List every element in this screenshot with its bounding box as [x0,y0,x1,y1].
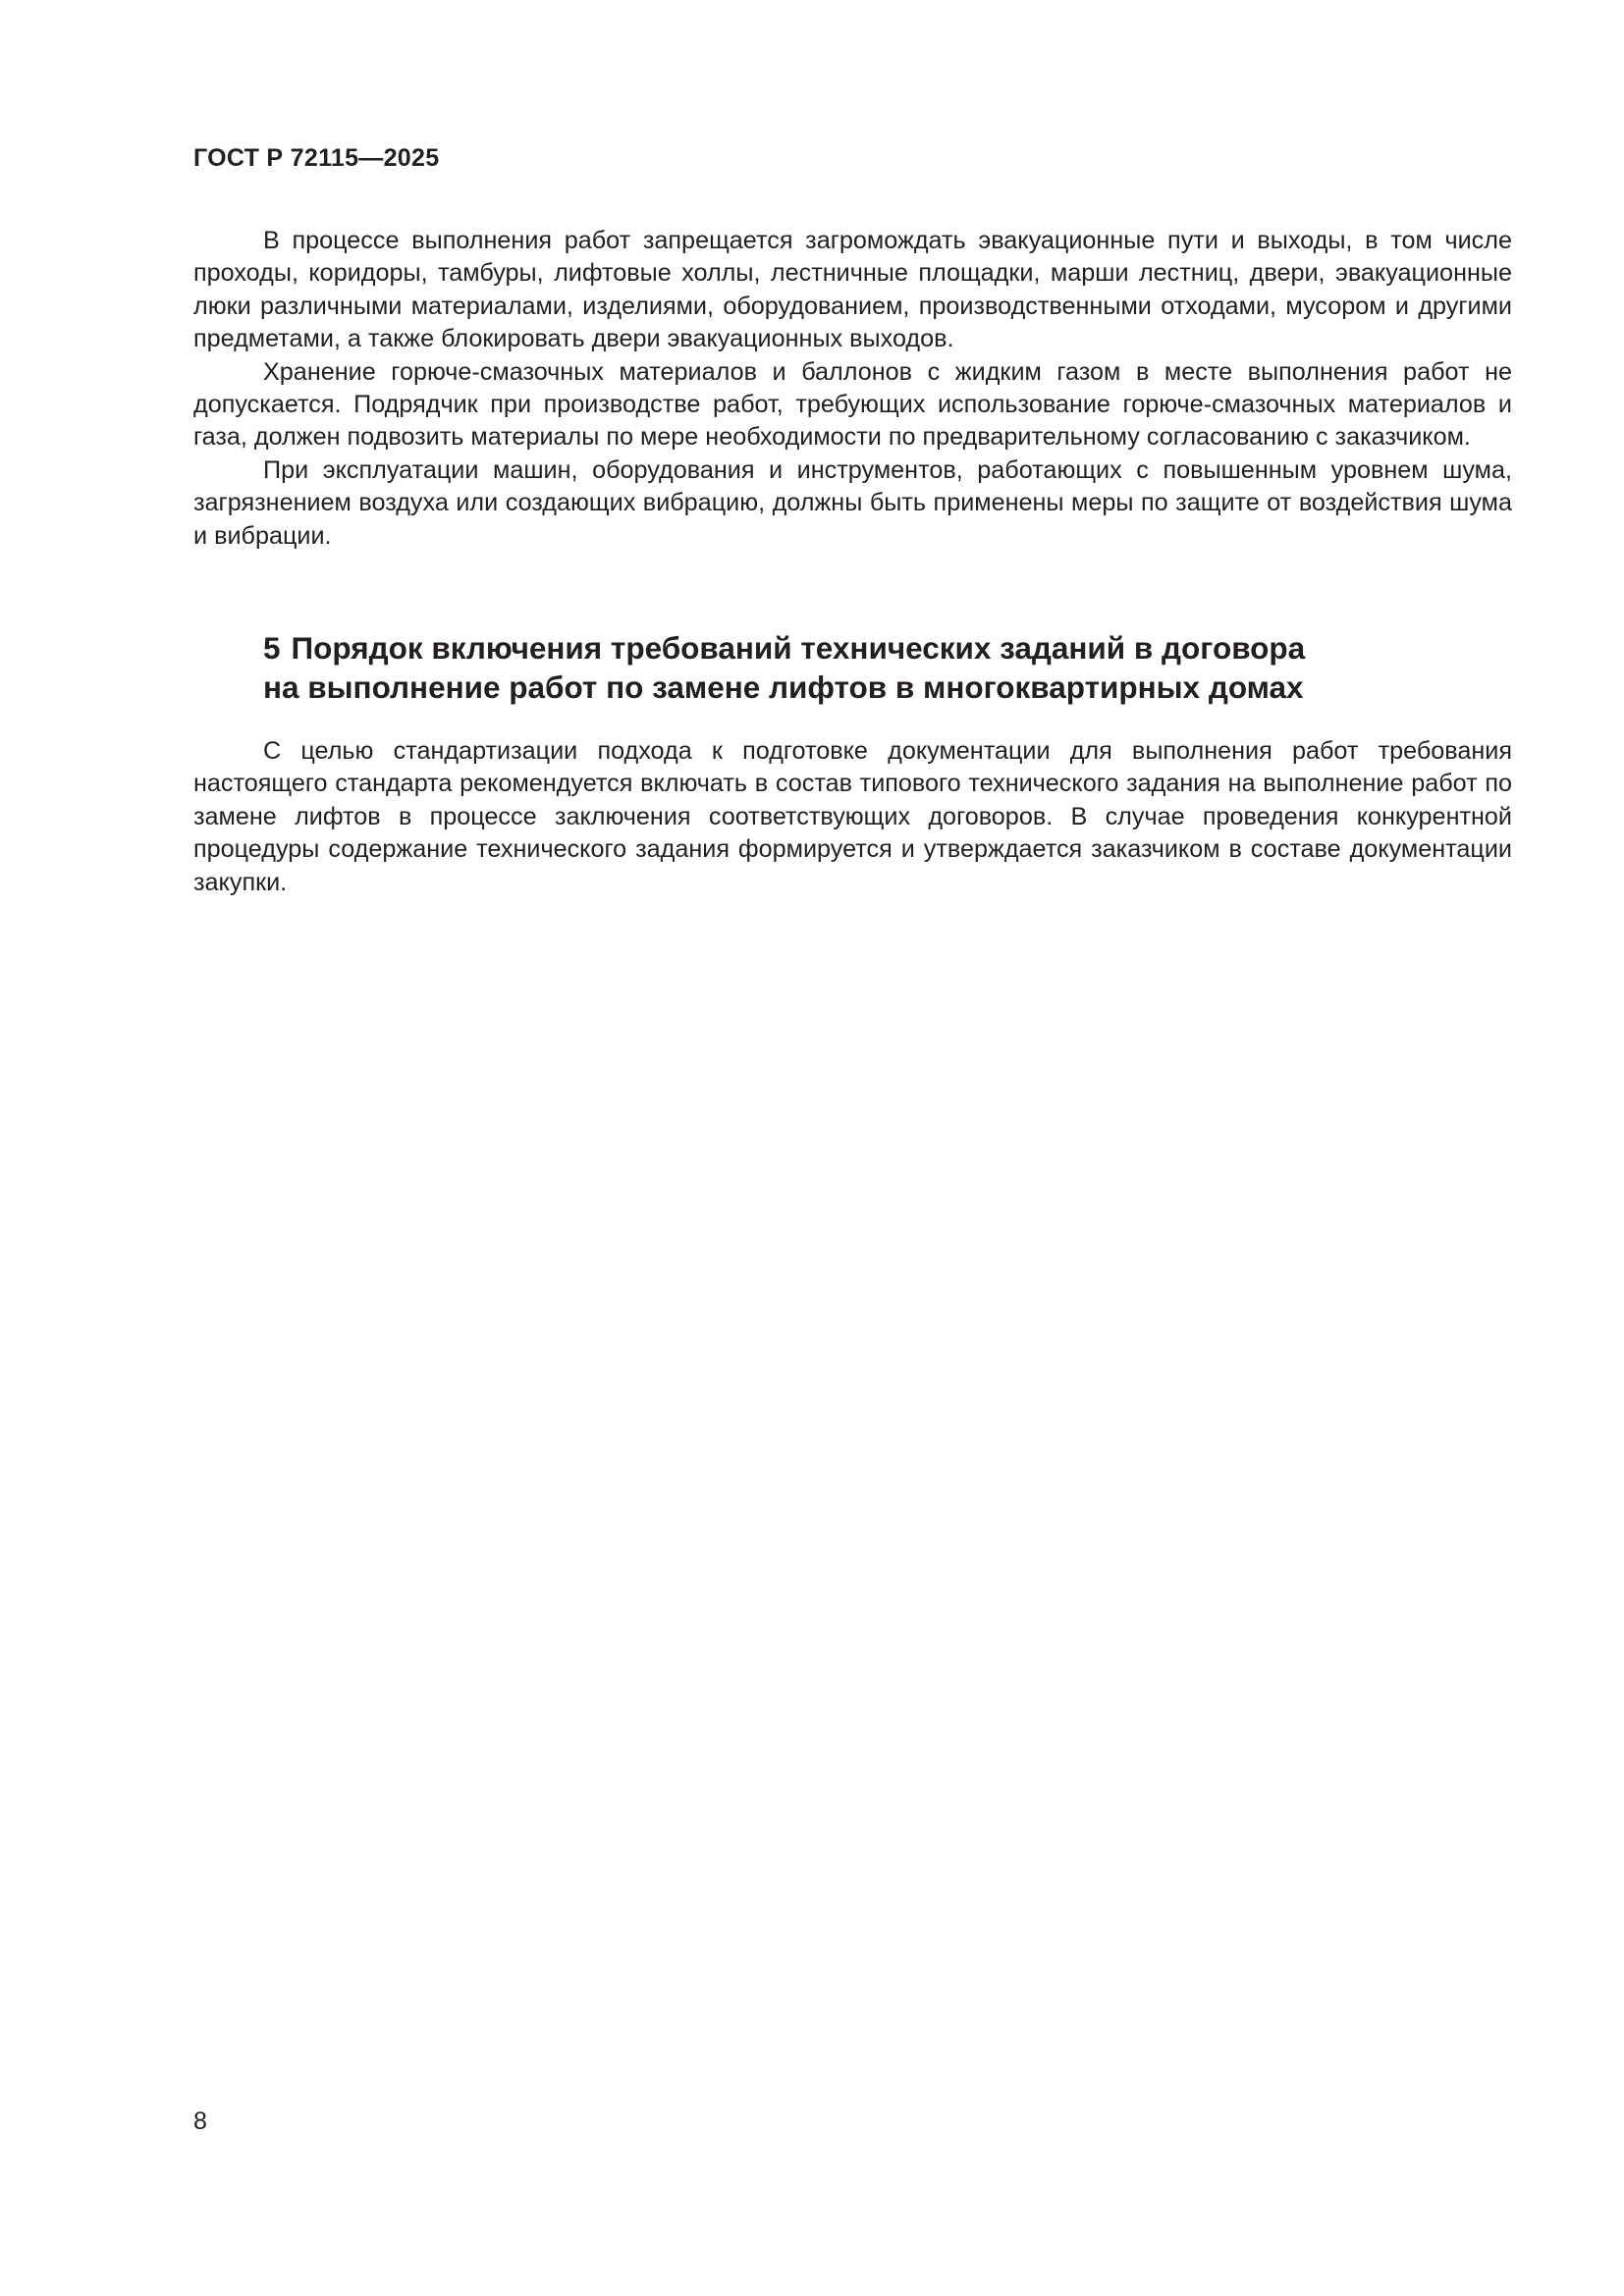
requirements-text [193,225,1512,553]
paragraph-standardization: С целью стандартизации подхода к подготовке документации для выполнения работ требования настоящего стандарта рекомендуется включать в состав типового технического задания на выполнение работ по замене лифтов в процессе заключения соответствующих договоров. В случае проведения конкурентной процедуры содержание технического задания формируется и утверждается заказчиком в составе документации закупки. [193,737,1512,896]
paragraph-evacuation-routes: В процессе выполнения работ запрещается загромождать эвакуационные пути и выходы, в том числе проходы, коридоры, тамбуры, лифтовые холлы, лестничные площадки, марши лестниц, двери, эвакуационные люки различными материалами, изделиями, оборудованием, производственными отходами, мусором и другими предметами, а также блокировать двери эвакуационных выходов. [193,227,1512,353]
section-title-line-2: на выполнение работ по замене лифтов в многоквартирных домах [263,669,1304,705]
page-number: 8 [193,2108,207,2135]
section-5-text [193,735,1512,899]
standard-designation: ГОСТ Р 72115—2025 [193,144,440,172]
section-heading [263,628,1500,707]
section-heading-line-1 [263,628,1500,667]
paragraph-fuel-storage: Хранение горюче-смазочных материалов и баллонов с жидким газом в месте выполнения работ не допускается. Подрядчик при производстве работ, требующих использование горюче-смазочных материалов и газа, должен подвозить материалы по мере необходимости по предварительному согласованию с заказчиком. [193,357,1512,452]
section-number: 5 [263,630,281,666]
section-title-line-1: Порядок включения требований технических заданий в договора [291,630,1306,666]
paragraph-noise-vibration: При эксплуатации машин, оборудования и инструментов, работающих с повышенным уровнем шума, загрязнением воздуха или создающих вибрацию, должны быть применены меры по защите от воздействия шума и вибрации. [193,455,1512,550]
